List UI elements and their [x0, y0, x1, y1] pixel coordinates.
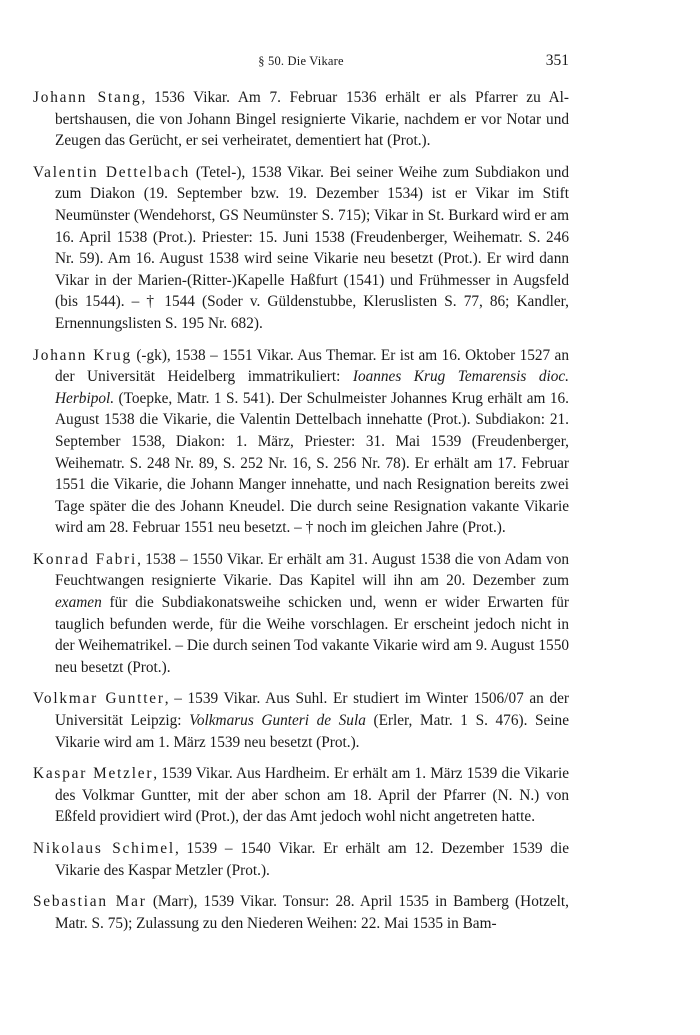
page-number: 351 [545, 52, 569, 69]
latin-quote: Ioannes Krug Temarensis dioc. Herbipol. [55, 368, 569, 407]
entry-volkmar-guntter [33, 688, 569, 753]
entry-text: , 1536 Vikar. Am 7. Februar 1536 erhält er als Pfarrer zu Albertshausen, die von Johann Bingel resignierte Vikarie, nachdem er vor Notar und Zeugen das Gerücht, er sei verheiratet, dementiert hat (Prot.). [55, 89, 569, 150]
entry-text: , 1539 Vikar. Aus Hardheim. Er erhält am 1. März 1539 die Vikarie des Volkmar Guntter, mit der aber schon am 18. April der Pfarrer (N. N.) von Eßfeld providiert wird (Prot.), der das Amt jedoch wohl nicht angetreten hatte. [55, 765, 569, 826]
entry-name: Valentin Dettelbach [33, 163, 191, 181]
entry-name: Sebastian Mar [33, 893, 147, 911]
entry-nikolaus-schimel [33, 838, 569, 881]
latin-quote: Volkmarus Gunteri de Sula [189, 712, 366, 730]
running-head: § 50. Die Vikare [258, 54, 344, 68]
entry-text: (Toepke, Matr. 1 S. 541). Der Schulmeister Johannes Krug erhält am 16. August 1538 die Vikarie, die Valentin Dettelbach innehatte (Prot.). Subdiakon: 21. September 1538, Diakon: 1. März, Priester: 31. Mai 1539 (Freudenberger, Weihematr. S. 248 Nr. 89, S. 252 Nr. 16, S. 256 Nr. 78). Er erhält am 17. Februar 1551 die Vikarie, die Johann Manger innehatte, und nach Resignation bereits zwei Tage später die des Johann Kneudel. Die durch seine Resignation vakante Vikarie wird am 28. Februar 1551 neu besetzt. – † noch im gleichen Jahre (Prot.). [55, 389, 569, 537]
page-header [33, 52, 569, 74]
entry-name: Johann Stang [33, 89, 142, 106]
entry-text: (Marr), 1539 Vikar. Tonsur: 28. April 1535 in Bamberg (Hotzelt, Matr. S. 75); Zulassung zu den Niederen Weihen: 22. Mai 1535 in Bam- [55, 893, 570, 932]
entry-name: Volkmar Guntter [33, 690, 165, 708]
entry-valentin-dettelbach [33, 162, 569, 335]
entry-text: (Erler, Matr. 1 S. 476). Seine Vikarie wird am 1. März 1539 neu besetzt (Prot.). [55, 712, 569, 751]
page-body [33, 87, 569, 944]
entry-name: Konrad Fabri [33, 550, 138, 568]
entry-text: (-gk), 1538 – 1551 Vikar. Aus Themar. Er ist am 16. Oktober 1527 an der Universität Heidelberg immatrikuliert: [55, 346, 569, 386]
entry-kaspar-metzler [33, 763, 569, 828]
entry-text: , 1538 – 1550 Vikar. Er erhält am 31. August 1538 die von Adam von Feuchtwangen resignierte Vikarie. Das Kapitel will ihn am 20. Dezember zum [55, 550, 569, 590]
entry-name: Johann Krug [33, 346, 132, 364]
entry-konrad-fabri [33, 549, 569, 679]
entry-johann-krug [33, 345, 569, 539]
entry-text: , 1539 – 1540 Vikar. Er erhält am 12. Dezember 1539 die Vikarie des Kaspar Metzler (Prot.). [55, 840, 569, 879]
entry-text: (Tetel-), 1538 Vikar. Bei seiner Weihe zum Subdiakon und zum Diakon (19. September bzw. 19. Dezember 1534) ist er Vikar im Stift Neumünster (Wendehorst, GS Neumünster S. 715); Vikar in St. Burkard wird er am 16. April 1538 (Prot.). Priester: 15. Juni 1538 (Freudenberger, Weihematr. S. 246 Nr. 59). Am 16. August 1538 wird seine Vikarie neu besetzt (Prot.). Er wird dann Vikar in der Marien-(Ritter-)Kapelle Haßfurt (1541) und Frühmesser in Augsfeld (bis 1544). – † 1544 (Soder v. Güldenstubbe, Kleruslisten S. 77, 86; Kandler, Ernennungslisten S. 195 Nr. 682). [55, 163, 569, 332]
entry-text: für die Subdiakonatsweihe schicken und, wenn er wider Erwarten für tauglich befunden werde, für die Weihe vorschlagen. Er erscheint jedoch nicht in der Weihematrikel. – Die durch seinen Tod vakante Vikarie wird am 9. August 1550 neu besetzt (Prot.). [55, 594, 569, 676]
entry-johann-stang [33, 87, 569, 152]
entry-name: Nikolaus Schimel [33, 840, 175, 857]
entry-text: , – 1539 Vikar. Aus Suhl. Er studiert im Winter 1506/07 an der Universität Leipzig: [55, 690, 569, 730]
entry-sebastian-mar [33, 891, 569, 934]
latin-term: examen [55, 594, 102, 612]
entry-name: Kaspar Metzler [33, 765, 154, 783]
